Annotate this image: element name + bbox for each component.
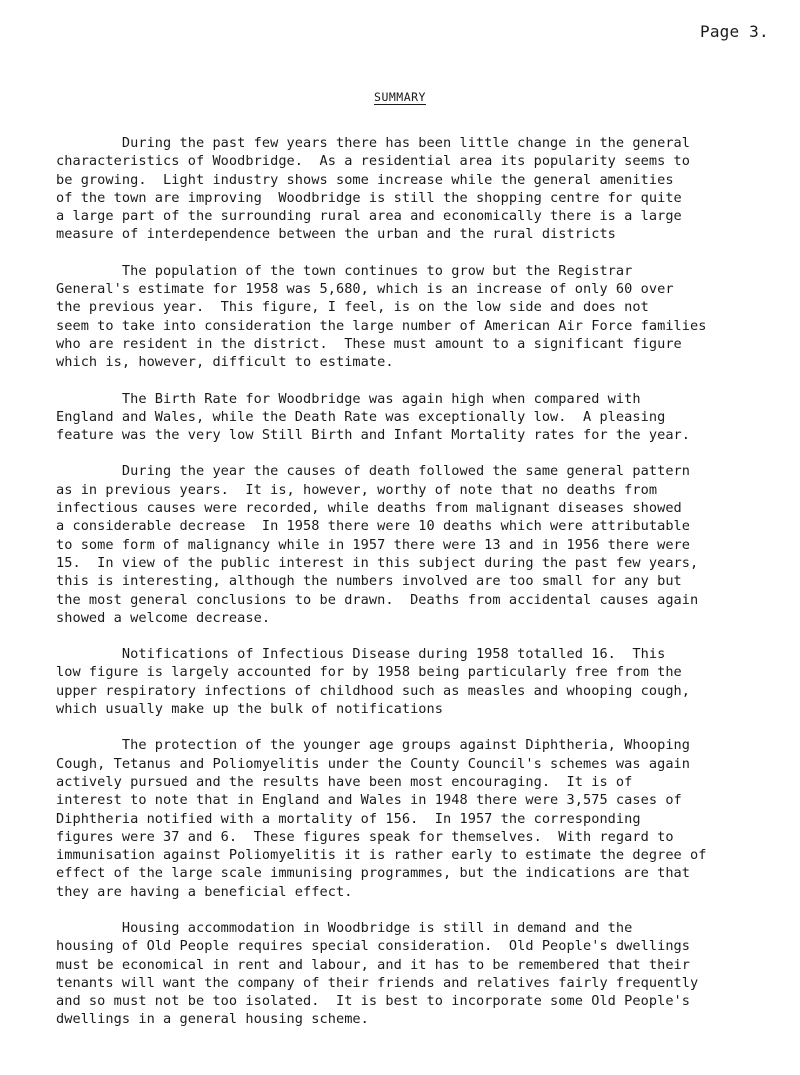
text-line: they are having a beneficial effect. <box>56 883 353 900</box>
text-line: a considerable decrease In 1958 there were 10 deaths which were attributable <box>56 518 691 535</box>
text-line: housing of Old People requires special consideration. Old People's dwellings <box>56 938 691 955</box>
paragraph <box>56 390 772 445</box>
paragraph <box>56 134 772 244</box>
paragraph <box>56 262 772 372</box>
text-line: as in previous years. It is, however, worthy of note that no deaths from <box>56 481 658 498</box>
text-line: Notifications of Infectious Disease during 1958 totalled 16. This <box>56 646 666 663</box>
section-heading <box>0 90 800 104</box>
paragraph <box>56 645 772 718</box>
text-line: During the past few years there has been little change in the general <box>56 135 691 151</box>
text-line: 15. In view of the public interest in this subject during the past few years, <box>56 554 699 571</box>
text-line: of the town are improving Woodbridge is still the shopping centre for quite <box>56 189 682 206</box>
text-line: must be economical in rent and labour, and it has to be remembered that their <box>56 956 691 973</box>
text-line: measure of interdependence between the urban and the rural districts <box>56 226 616 243</box>
text-line: General's estimate for 1958 was 5,680, which is an increase of only 60 over <box>56 281 674 298</box>
paragraph <box>56 736 772 901</box>
paragraph <box>56 919 772 1029</box>
paragraph <box>56 462 772 627</box>
text-line: Cough, Tetanus and Poliomyelitis under the County Council's schemes was again <box>56 755 691 772</box>
text-line: the previous year. This figure, I feel, is on the low side and does not <box>56 299 649 316</box>
text-line: Housing accommodation in Woodbridge is still in demand and the <box>56 919 633 936</box>
text-line: Diphtheria notified with a mortality of 156. In 1957 the corresponding <box>56 810 641 827</box>
text-line: During the year the causes of death followed the same general pattern <box>56 463 691 480</box>
text-line: immunisation against Poliomyelitis it is rather early to estimate the degree of <box>56 847 707 864</box>
text-line: which is, however, difficult to estimate. <box>56 354 394 371</box>
text-line: figures were 37 and 6. These figures speak for themselves. With regard to <box>56 828 674 845</box>
section-heading-text: SUMMARY <box>374 90 426 104</box>
text-line: seem to take into consideration the large number of American Air Force families <box>56 317 707 334</box>
text-line: showed a welcome decrease. <box>56 609 271 626</box>
text-line: upper respiratory infections of childhood such as measles and whooping cough, <box>56 682 691 699</box>
text-line: infectious causes were recorded, while deaths from malignant diseases showed <box>56 500 682 517</box>
text-line: characteristics of Woodbridge. As a residential area its popularity seems to <box>56 153 691 170</box>
text-line: who are resident in the district. These must amount to a significant figure <box>56 335 682 352</box>
text-line: and so must not be too isolated. It is best to incorporate some Old People's <box>56 993 691 1010</box>
text-line: actively pursued and the results have been most encouraging. It is of <box>56 773 633 790</box>
text-line: The population of the town continues to grow but the Registrar <box>56 262 633 279</box>
text-line: the most general conclusions to be drawn. Deaths from accidental causes again <box>56 591 699 608</box>
text-line: dwellings in a general housing scheme. <box>56 1011 369 1028</box>
body-text <box>56 134 772 1047</box>
text-line: this is interesting, although the numbers involved are too small for any but <box>56 573 682 590</box>
text-line: feature was the very low Still Birth and Infant Mortality rates for the year. <box>56 427 691 444</box>
text-line: to some form of malignancy while in 1957 there were 13 and in 1956 there were <box>56 536 691 553</box>
text-line: effect of the large scale immunising programmes, but the indications are that <box>56 865 691 882</box>
text-line: The Birth Rate for Woodbridge was again high when compared with <box>56 390 641 407</box>
text-line: England and Wales, while the Death Rate was exceptionally low. A pleasing <box>56 408 666 425</box>
page-number: Page 3. <box>700 22 769 41</box>
text-line: a large part of the surrounding rural area and economically there is a large <box>56 208 682 225</box>
text-line: be growing. Light industry shows some increase while the general amenities <box>56 171 674 188</box>
text-line: The protection of the younger age groups against Diphtheria, Whooping <box>56 737 691 754</box>
text-line: interest to note that in England and Wales in 1948 there were 3,575 cases of <box>56 792 682 809</box>
text-line: tenants will want the company of their friends and relatives fairly frequently <box>56 974 699 991</box>
text-line: which usually make up the bulk of notifications <box>56 701 444 718</box>
text-line: low figure is largely accounted for by 1958 being particularly free from the <box>56 664 682 681</box>
